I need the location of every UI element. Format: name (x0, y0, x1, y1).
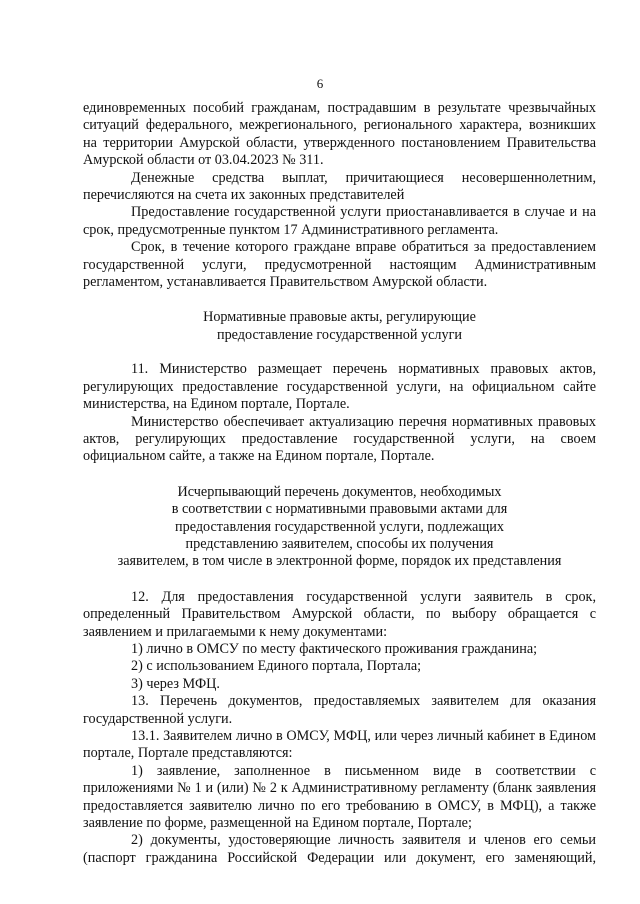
paragraph: 13.1. Заявителем лично в ОМСУ, МФЦ, или через личный кабинет в Едином портале, Портале представляются: (83, 728, 596, 762)
section-heading-line: предоставление государственной услуги (217, 326, 462, 343)
section-heading-line: Исчерпывающий перечень документов, необходимых (177, 483, 502, 500)
paragraph: 1) заявление, заполненное в письменном виде в соответствии с приложениями № 1 и (или) № 2 к Административному регламенту (бланк заявления предоставляется заявителю лично по его требованию в ОМСУ, в МФЦ), а также заявление по форме, размещенной на Едином портале, Портале; (83, 762, 596, 832)
paragraph: 1) лично в ОМСУ по месту фактического проживания гражданина; (131, 640, 538, 657)
paragraph: 2) с использованием Единого портала, Портала; (131, 658, 422, 675)
section-heading-line: в соответствии с нормативными правовыми актами для (171, 501, 508, 518)
paragraph: Предоставление государственной услуги приостанавливается в случае и на срок, предусмотренные пунктом 17 Административного регламента. (83, 204, 596, 238)
paragraph: 13. Перечень документов, предоставляемых заявителем для оказания государственной услуги. (83, 693, 596, 727)
section-heading-line: Нормативные правовые акты, регулирующие (203, 309, 476, 326)
paragraph: 11. Министерство размещает перечень нормативных правовых актов, регулирующих предоставление государственной услуги, на официальном сайте министерства, на Едином портале, Портале. (83, 361, 596, 413)
section-heading (83, 484, 596, 571)
section-heading-line: представлению заявителем, способы их получения (185, 535, 494, 552)
paragraph: 2) документы, удостоверяющие личность заявителя и членов его семьи (паспорт гражданина Российской Федерации или документ, его заменяющий, (83, 832, 596, 866)
paragraph: Срок, в течение которого граждане вправе обратиться за предоставлением государственной услуги, предусмотренной настоящим Административным регламентом, устанавливается Правительством Амурской области. (83, 239, 596, 291)
block-spacer (83, 571, 596, 589)
paragraph: 3) через МФЦ. (131, 675, 220, 692)
paragraph: единовременных пособий гражданам, пострадавшим в результате чрезвычайных ситуаций федерального, межрегионального, регионального характера, возникших на территории Амурской области, утвержденного постановлением Правительства Амурской области от 03.04.2023 № 311. (83, 100, 596, 169)
section-heading-line: заявителем, в том числе в электронной форме, порядок их представления (117, 553, 562, 570)
page-number: 6 (316, 76, 324, 91)
paragraph: Денежные средства выплат, причитающиеся несовершеннолетним, перечисляются на счета их законных представителей (83, 169, 596, 204)
section-heading (83, 309, 596, 344)
section-heading-line: предоставления государственной услуги, подлежащих (175, 518, 504, 535)
block-spacer (83, 466, 596, 484)
block-spacer (83, 291, 596, 309)
document-body (83, 100, 596, 867)
block-spacer (83, 344, 596, 361)
paragraph: 12. Для предоставления государственной услуги заявитель в срок, определенный Правительством Амурской области, по выбору обращается с заявлением и прилагаемыми к нему документами: (83, 588, 596, 640)
paragraph: Министерство обеспечивает актуализацию перечня нормативных правовых актов, регулирующих предоставление государственной услуги, на своем официальном сайте, а также на Едином портале, Портале. (83, 413, 596, 465)
